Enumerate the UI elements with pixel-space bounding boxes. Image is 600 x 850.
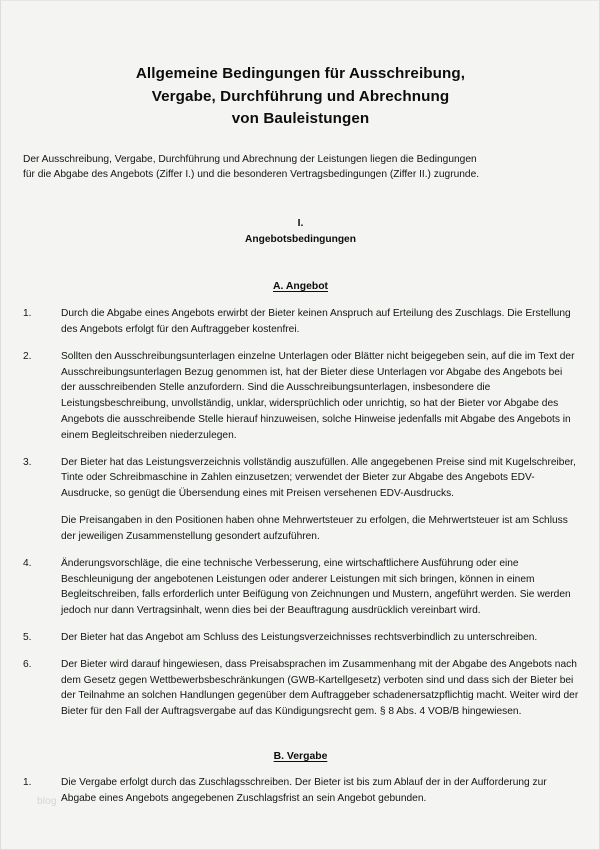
blog-watermark: blog bbox=[37, 796, 57, 807]
document-title-line-1: Allgemeine Bedingungen für Ausschreibung, bbox=[135, 65, 466, 82]
clause-list-b bbox=[22, 775, 579, 807]
clause-list-a bbox=[22, 306, 579, 720]
clause-number: 1. bbox=[23, 777, 32, 788]
page-content-area bbox=[1, 1, 599, 849]
clause-body bbox=[61, 349, 579, 444]
clause-item bbox=[22, 556, 579, 619]
clause-body bbox=[61, 657, 579, 720]
section-heading-b bbox=[22, 751, 579, 762]
clause-number: 4. bbox=[23, 557, 32, 569]
clause-number: 3. bbox=[23, 456, 32, 468]
section-heading-a bbox=[22, 281, 579, 292]
document-title-line-2: Vergabe, Durchführung und Abrechnung bbox=[151, 87, 450, 105]
clause-body bbox=[61, 556, 579, 619]
section-heading-a-label: A. Angebot bbox=[272, 281, 329, 293]
intro-paragraph bbox=[22, 152, 579, 184]
intro-paragraph-line-1: Der Ausschreibung, Vergabe, Durchführung und Abrechnung der Leistungen liegen die Bedingungen bbox=[23, 153, 477, 165]
clause-paragraph: Durch die Abgabe eines Angebots erwirbt der Bieter keinen Anspruch auf Erteilung des Zuschlags. Die Erstellung des Angebots erfolgt für den Auftraggeber kostenfrei. bbox=[61, 308, 571, 335]
part-name: Angebotsbedingungen bbox=[245, 233, 356, 245]
clause-item bbox=[22, 657, 579, 720]
document-title-line-3: von Bauleistungen bbox=[231, 110, 370, 127]
clause-number: 2. bbox=[23, 350, 32, 362]
document-title bbox=[22, 63, 579, 131]
clause-body bbox=[61, 775, 579, 807]
clause-body bbox=[61, 630, 579, 646]
section-heading-b-label: B. Vergabe bbox=[273, 751, 328, 762]
part-heading bbox=[22, 216, 579, 247]
intro-paragraph-line-2: für die Abgabe des Angebots (Ziffer I.) und die besonderen Vertragsbedingungen (Ziffer II.) zugrunde. bbox=[23, 169, 480, 181]
clause-body bbox=[61, 306, 579, 338]
clause-item bbox=[22, 306, 579, 338]
clause-item bbox=[22, 455, 579, 545]
clause-paragraph: Der Bieter hat das Angebot am Schluss des Leistungsverzeichnisses rechtsverbindlich zu unterschreiben. bbox=[61, 631, 538, 643]
clause-paragraph: Sollten den Ausschreibungsunterlagen einzelne Unterlagen oder Blätter nicht beigegeben sein, auf die im Text der Ausschreibungsunterlagen Bezug genommen ist, hat der Bieter diese Unterlagen vor Abgabe des Angebots bei der ausschreibenden Stelle anzufordern. Sind die Ausschreibungsunterlagen, insbesondere die Leistungsbeschreibung, unvollständig, unklar, widersprüchlich oder unrichtig, so hat der Bieter vor Abgabe des Angebots die ausschreibende Stelle hierauf hinzuweisen, solche Hinweise jedenfalls mit Abgabe des Angebots in einem Begleitschreiben niederzulegen. bbox=[61, 350, 575, 441]
clause-item bbox=[22, 630, 579, 646]
clause-paragraph: Änderungsvorschläge, die eine technische Verbesserung, eine wirtschaftlichere Ausführung oder eine Beschleunigung der angebotenen Leistungen oder anderer Leistungen mit sich bringen, können in einem Begleitschreiben, falls erforderlich unter Beifügung von Zeichnungen und Mustern, angeführt werden. Sie werden jedoch nur dann Vertragsinhalt, wenn dies bei der Beauftragung ausdrücklich vereinbart wird. bbox=[61, 557, 571, 617]
clause-number: 6. bbox=[23, 658, 32, 670]
clause-paragraph: Die Vergabe erfolgt durch das Zuschlagsschreiben. Der Bieter ist bis zum Ablauf der in der Aufforderung zur Abgabe eines Angebots angegebenen Zuschlagsfrist an sein Angebot gebunden. bbox=[61, 777, 547, 804]
clause-paragraph: Die Preisangaben in den Positionen haben ohne Mehrwertsteuer zu erfolgen, die Mehrwertsteuer ist am Schluss der jeweiligen Zusammenstellung gesondert aufzuführen. bbox=[61, 515, 568, 542]
clause-number: 1. bbox=[23, 308, 32, 320]
clause-item bbox=[22, 775, 579, 807]
clause-paragraph: Der Bieter wird darauf hingewiesen, dass Preisabsprachen im Zusammenhang mit der Abgabe des Angebots nach dem Gesetz gegen Wettbewerbsbeschränkungen (GWB-Kartellgesetz) verboten sind und dass sich der Bieter bei der Teilnahme an solchen Handlungen gegenüber dem Auftraggeber schadenersatzpflichtig macht. Weiter wird der Bieter für den Fall der Auftragsvergabe auf das Kündigungsrecht gem. § 8 Abs. 4 VOB/B hingewiesen. bbox=[61, 658, 579, 718]
clause-item bbox=[22, 349, 579, 444]
clause-number: 5. bbox=[23, 631, 32, 643]
clause-paragraph: Der Bieter hat das Leistungsverzeichnis vollständig auszufüllen. Alle angegebenen Preise sind mit Kugelschreiber, Tinte oder Schreibmaschine in Zahlen einzusetzen; verwendet der Bieter zur Abgabe des Angebots EDV-Ausdrucke, so genügt die Übersendung eines mit Preisen versehenen EDV-Ausdrucks. bbox=[61, 456, 576, 500]
part-numeral: I. bbox=[297, 218, 304, 230]
clause-body bbox=[61, 455, 579, 545]
